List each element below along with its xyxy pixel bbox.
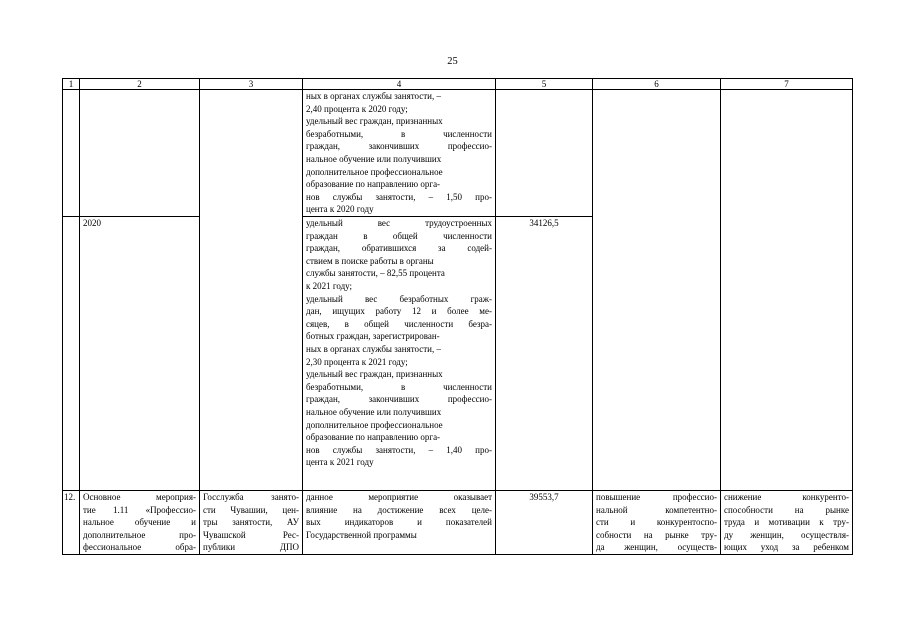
column-number-4: 4 — [303, 79, 496, 90]
indicator-cell: удельный вес трудоустроенных граждан в общей численности граждан, обратившихся за содей- ствием в поиске работы в органы службы занятости, – 82,55 процента к 2021 году; удельный вес безработных граж- дан, ищущих работу 12 и более ме- сяцев, в общей численности безра- ботных граждан, зарегистрирован- ных в органах службы занятости, – 2,30 процента к 2021 году; удельный вес граждан, признанных безработными, в численности граждан, закончивших профессио- нальное обучение или получивших дополнительное профессиональное образование по направлению орга- нов службы занятости, – 1,40 про- цента к 2021 году — [303, 217, 496, 491]
year-cell: 2020 — [80, 217, 200, 491]
indicator-cell: ных в органах службы занятости, – 2,40 процента к 2020 году; удельный вес граждан, признанных безработными, в численности граждан, закончивших профессио- нальное обучение или получивших дополнительное профессиональное образование по направлению орга- нов службы занятости, – 1,50 про- цента к 2020 году — [303, 90, 496, 217]
cell-empty — [80, 90, 200, 217]
program-table — [62, 78, 853, 555]
indicator-cell: данное мероприятие оказывает влияние на достижение всех целе- вых индикаторов и показателей Государственной программы — [303, 491, 496, 555]
column-number-3: 3 — [200, 79, 303, 90]
funding-amount-cell: 39553,7 — [496, 491, 593, 555]
cell-empty — [200, 90, 303, 491]
column-number-7: 7 — [721, 79, 853, 90]
column-number-5: 5 — [496, 79, 593, 90]
row-number-cell: 12. — [63, 491, 80, 555]
table-header-row — [63, 79, 853, 90]
cell-empty — [63, 217, 80, 491]
column-number-6: 6 — [593, 79, 721, 90]
expected-result-cell: повышение профессио- нальной компетентно- сти и конкурентоспо- собности на рынке тру- да женщин, осуществ- — [593, 491, 721, 555]
funding-amount-cell: 34126,5 — [496, 217, 593, 491]
column-number-2: 2 — [80, 79, 200, 90]
cell-empty — [63, 90, 80, 217]
table-row — [63, 491, 853, 555]
cell-empty — [721, 90, 853, 491]
consequence-cell: снижение конкуренто- способности на рынке труда и мотивации к тру- ду женщин, осуществля- ющих уход за ребенком — [721, 491, 853, 555]
page-number: 25 — [447, 56, 458, 67]
cell-empty — [496, 90, 593, 217]
activity-name-cell: Основное мероприя- тие 1.11 «Профессио- нальное обучение и дополнительное про- фессиональное обра- — [80, 491, 200, 555]
cell-empty — [593, 90, 721, 491]
executor-cell: Госслужба занято- сти Чувашии, цен- тры занятости, АУ Чувашской Рес- публики ДПО — [200, 491, 303, 555]
column-number-1: 1 — [63, 79, 80, 90]
table-row — [63, 90, 853, 217]
